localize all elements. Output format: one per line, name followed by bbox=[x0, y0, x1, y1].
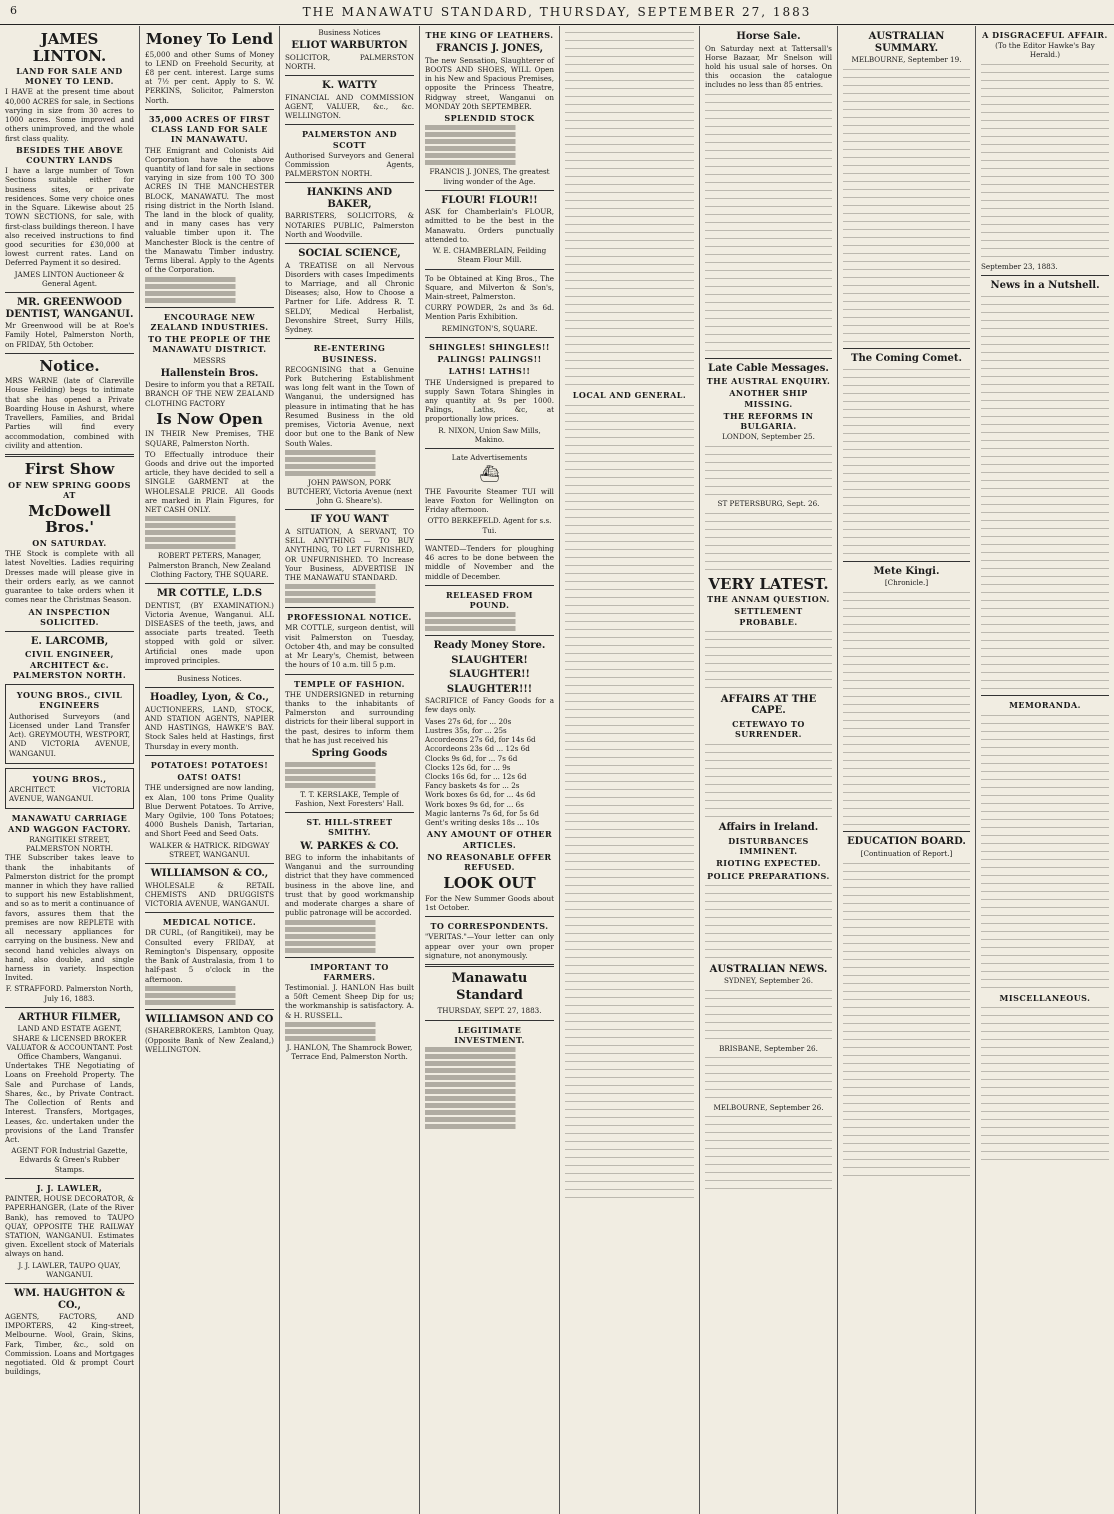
ad-heading: E. LARCOMB, bbox=[30, 635, 109, 647]
section-heading: LOCAL AND GENERAL. bbox=[572, 390, 687, 400]
ad-heading: SOCIAL SCIENCE, bbox=[298, 248, 401, 260]
divider bbox=[285, 75, 414, 76]
ad-heading: ARTHUR FILMER, bbox=[18, 1011, 121, 1023]
issue-date: THURSDAY, SEPT. 27, 1883. bbox=[437, 1006, 542, 1016]
section-heading: Late Cable Messages. bbox=[708, 362, 829, 374]
section-heading: TO CORRESPONDENTS. bbox=[430, 921, 549, 932]
article-heading: THE REFORMS IN BULGARIA. bbox=[723, 410, 814, 432]
ad-heading: YOUNG BROS., CIVIL ENGINEERS bbox=[16, 690, 123, 711]
article-heading: THE ANNAM QUESTION. bbox=[707, 594, 830, 605]
ad-signature: R. NIXON, Union Saw Mills, Makino. bbox=[438, 425, 541, 444]
column-8 bbox=[976, 26, 1114, 1514]
divider bbox=[425, 1020, 554, 1021]
ad-body: TO Effectually introduce their Goods and drive out the imported article, they have decided to sell a SINGLE GARMENT at the WHOLESALE PRICE. All Goods are marked in Plain Figures, for NET CASH ONLY. bbox=[145, 449, 274, 515]
divider bbox=[145, 912, 274, 913]
ad-signature: T. T. KERSLAKE, Temple of Fashion, Next Foresters' Hall. bbox=[295, 789, 404, 808]
ad-subheading: MESSRS bbox=[193, 355, 226, 365]
section-heading: AFFAIRS AT THE CAPE. bbox=[720, 693, 817, 717]
ad-body: CURRY POWDER, 2s and 3s 6d. Mention Paris Exhibition. bbox=[425, 303, 554, 322]
price-list bbox=[425, 717, 554, 828]
ad-heading: J. J. LAWLER, bbox=[36, 1182, 103, 1193]
section-heading: A DISGRACEFUL AFFAIR. bbox=[982, 30, 1108, 40]
divider bbox=[285, 607, 414, 608]
ad-body: ARCHITECT. VICTORIA AVENUE, WANGANUI. bbox=[9, 784, 130, 804]
ad-box bbox=[5, 768, 134, 810]
ad-heading: ENCOURAGE NEW ZEALAND INDUSTRIES. bbox=[150, 311, 269, 332]
dateline: ST PETERSBURG, Sept. 26. bbox=[717, 499, 820, 509]
newspaper-nameplate: Manawatu Standard bbox=[451, 971, 528, 1003]
ad-heading: MANAWATU CARRIAGE AND WAGGON FACTORY. bbox=[8, 813, 131, 834]
divider bbox=[5, 353, 134, 354]
ad-heading: LOOK OUT bbox=[443, 874, 536, 893]
ad-body: BARRISTERS, SOLICITORS, & NOTARIES PUBLIC, Palmerston North and Woodville. bbox=[285, 211, 414, 239]
ad-signature: OTTO BERKEFELD. Agent for s.s. Tui. bbox=[427, 516, 552, 535]
section-heading: MEMORANDA. bbox=[1009, 700, 1081, 711]
ad-heading: RELEASED FROM POUND. bbox=[446, 589, 533, 610]
price-item: Lustres 35s, for ... 25s bbox=[425, 725, 507, 735]
ad-body: RECOGNISING that a Genuine Pork Butchering Establishment was long felt want in the Town of Wanganui, the undersigned has pleasure in intimating that he has Resumed Business in the old premises, Victoria Avenue, next door but one to the Bank of New South Wales. bbox=[285, 364, 414, 448]
ad-body: FINANCIAL AND COMMISSION AGENT, VALUER, &c., &c. WELLINGTON. bbox=[285, 92, 414, 121]
column-1 bbox=[0, 26, 140, 1514]
article-heading: THE AUSTRAL ENQUIRY. bbox=[706, 376, 831, 387]
divider bbox=[285, 674, 414, 675]
ad-body: THE UNDERSIGNED in returning thanks to the inhabitants of Palmerston and surrounding districts for their liberal support in the past, desires to inform them that he has just received his bbox=[285, 689, 414, 745]
section-heading: EDUCATION BOARD. bbox=[847, 836, 966, 848]
divider bbox=[5, 292, 134, 293]
divider bbox=[705, 358, 832, 359]
divider bbox=[5, 1283, 134, 1284]
divider bbox=[843, 561, 970, 562]
ad-heading: YOUNG BROS., bbox=[32, 773, 107, 784]
ad-heading: SLAUGHTER!!! bbox=[446, 683, 533, 695]
ad-signature: JOHN PAWSON, PORK BUTCHERY, Victoria Avenue (next John G. Sheare's). bbox=[286, 477, 413, 506]
ad-heading: ELIOT WARBURTON bbox=[291, 40, 408, 52]
column-5 bbox=[560, 26, 700, 1514]
ad-heading: PALMERSTON AND SCOTT bbox=[301, 129, 398, 150]
ad-signature: FRANCIS J. JONES, The greatest living wonder of the Age. bbox=[429, 167, 550, 186]
ad-body: Testimonial. J. HANLON Has built a 50ft Cement Sheep Dip for us; the workmanship is satisfactory. A. & H. RUSSELL. bbox=[285, 983, 414, 1020]
ad-heading: ST. HILL-STREET SMITHY. bbox=[306, 817, 393, 838]
ad-body: WANTED—Tenders for ploughing 46 acres to be done between the middle of November and the middle of December. bbox=[425, 543, 554, 581]
ad-heading: THE KING OF LEATHERS. bbox=[425, 30, 554, 40]
ad-heading: ANY AMOUNT OF OTHER ARTICLES. bbox=[426, 829, 553, 850]
divider bbox=[285, 243, 414, 244]
masthead bbox=[0, 0, 1114, 25]
ad-heading: WILLIAMSON & CO., bbox=[150, 868, 269, 880]
article-body: On Saturday next at Tattersall's Horse Bazaar, Mr Snelson will hold his usual sale of horses. On this occasion the catalogue includes no less than 85 entries. bbox=[705, 43, 832, 90]
ad-heading: MR. GREENWOOD DENTIST, WANGANUI. bbox=[5, 297, 134, 320]
ad-subheading: LAND AND ESTATE AGENT, SHARE & LICENSED BROKER VALUATOR & ACCOUNTANT. Post Office Chambers, Wanganui. bbox=[6, 1024, 133, 1061]
source-note: (To the Editor Hawke's Bay Herald.) bbox=[995, 41, 1095, 60]
dateline: SYDNEY, September 26. bbox=[723, 976, 814, 986]
article-heading: DISTURBANCES IMMINENT. bbox=[728, 835, 809, 857]
ad-heading: POTATOES! POTATOES! bbox=[150, 759, 269, 770]
divider bbox=[981, 275, 1109, 276]
article-heading: SETTLEMENT PROBABLE. bbox=[734, 606, 803, 627]
ad-body: Authorised Surveyors (and Licensed under Land Transfer Act). GREYMOUTH, WESTPORT, AND VICTORIA AVENUE, WANGANUI. bbox=[9, 711, 130, 758]
ad-heading: MR COTTLE, L.D.S bbox=[156, 588, 263, 600]
ad-heading: FLOUR! FLOUR!! bbox=[441, 194, 538, 206]
column-2 bbox=[140, 26, 280, 1514]
ad-signature: J. J. LAWLER, TAUPO QUAY, WANGANUI. bbox=[18, 1260, 121, 1279]
divider bbox=[145, 687, 274, 688]
divider bbox=[425, 964, 554, 967]
ad-heading: OATS! OATS! bbox=[177, 772, 242, 783]
section-heading: MISCELLANEOUS. bbox=[999, 992, 1091, 1003]
ad-heading: RE-ENTERING BUSINESS. bbox=[313, 343, 386, 364]
section-heading: VERY LATEST. bbox=[708, 574, 829, 593]
section-heading: Business Notices bbox=[318, 28, 381, 37]
ad-body: THE Favourite Steamer TUI will leave Foxton for Wellington on Friday afternoon. bbox=[425, 486, 554, 515]
divider bbox=[425, 916, 554, 917]
ad-body: Desire to inform you that a RETAIL BRANCH OF THE NEW ZEALAND CLOTHING FACTORY bbox=[145, 380, 274, 408]
ad-subheading: CIVIL ENGINEER, ARCHITECT &c. PALMERSTON NORTH. bbox=[12, 649, 127, 680]
ad-body: THE Subscriber takes leave to thank the inhabitants of Palmerston district for the prompt manner in which they have rallied to support his new Establishment, and so as to merit a continuance of favors, assures them that the premises are now REPLETE with all necessary appliances for carrying on the business. New and second hand vehicles always on hand, also double, and single harness in variety. Inspection Invited. bbox=[5, 853, 134, 983]
ad-signature: F. STRAFFORD. Palmerston North, July 16, 1883. bbox=[5, 984, 134, 1003]
section-heading: Affairs in Ireland. bbox=[718, 822, 819, 834]
source-note: [Chronicle.] bbox=[884, 578, 929, 588]
ad-body: The new Sensation, Slaughterer of BOOTS AND SHOES, WILL Open in his New and Spacious Premises, opposite the Princess Theatre, Ridgway street, Wanganui on MONDAY 20th SEPTEMBER. bbox=[425, 55, 554, 111]
ad-heading: McDowell Bros.' bbox=[28, 501, 111, 537]
price-item: Clocks 16s 6d, for ... 12s 6d bbox=[425, 771, 527, 781]
steamer-icon: ⛴ bbox=[479, 464, 500, 484]
section-heading: Mete Kingi. bbox=[873, 565, 940, 577]
divider bbox=[425, 269, 554, 270]
ad-body: SOLICITOR, PALMERSTON NORTH. bbox=[285, 52, 414, 71]
ad-heading: NO REASONABLE OFFER REFUSED. bbox=[427, 851, 552, 872]
section-heading: AUSTRALIAN NEWS. bbox=[709, 963, 828, 975]
divider bbox=[425, 539, 554, 540]
section-heading: AUSTRALIAN SUMMARY. bbox=[868, 31, 945, 54]
newspaper-page bbox=[0, 26, 1114, 1514]
price-item: Gent's writing desks 18s ... 10s bbox=[425, 818, 540, 828]
divider bbox=[145, 755, 274, 756]
ad-body: THE Stock is complete with all latest Novelties. Ladies requiring Dresses made will please give in their orders early, as we cannot guarantee to take orders when it comes near the Christmas Season. bbox=[5, 549, 134, 605]
ad-body: PAINTER, HOUSE DECORATOR, & PAPERHANGER, (Late of the River Bank), has removed to TAUPO QUAY, OPPOSITE THE RAILWAY STATION, WANGANUI. Estimates given. Excellent stock of Materials always on hand. bbox=[5, 1194, 134, 1259]
ad-body: BEG to inform the inhabitants of Wanganui and the surrounding district that they have commenced business in the above line, and trust that by good workmanship and moderate charges a share of public patronage will be accorded. bbox=[285, 853, 414, 918]
ad-body: "VERITAS."—Your letter can only appear over your own proper signature, not anonymously. bbox=[425, 932, 554, 960]
column-7 bbox=[838, 26, 976, 1514]
ad-subheading: BESIDES THE ABOVE COUNTRY LANDS bbox=[15, 144, 124, 166]
article-heading: CETEWAYO TO SURRENDER. bbox=[732, 718, 805, 740]
ad-body: To be Obtained at King Bros., The Square, and Milverton & Son's, Main-street, Palmerston. bbox=[425, 273, 554, 301]
section-heading: News in a Nutshell. bbox=[990, 279, 1100, 291]
divider bbox=[145, 669, 274, 670]
ad-heading: Notice. bbox=[39, 356, 100, 375]
article-heading: RIOTING EXPECTED. bbox=[716, 858, 821, 869]
price-item: Vases 27s 6d, for ... 20s bbox=[425, 716, 512, 726]
ad-body: I have a large number of Town Sections suitable either for business sites, or private residences. Some very choice ones in the Square. Likewise about 25 TOWN SECTIONS, for sale, with first-class buildings thereon. I have also received instructions to find good securities for £30,000 at lowest current rates. Land on Deferred Payment it so desired. bbox=[5, 166, 134, 268]
letter-signature: September 23, 1883. bbox=[981, 261, 1058, 271]
divider bbox=[145, 307, 274, 308]
divider bbox=[5, 1007, 134, 1008]
ad-box bbox=[5, 684, 134, 764]
divider bbox=[843, 348, 970, 349]
ad-heading: SLAUGHTER!! bbox=[449, 669, 530, 681]
ad-signature: JAMES LINTON Auctioneer & General Agent. bbox=[14, 269, 125, 288]
ad-signature: REMINGTON'S, SQUARE. bbox=[441, 323, 538, 333]
section-heading: Horse Sale. bbox=[736, 31, 801, 42]
ad-heading: W. PARKES & CO. bbox=[300, 840, 399, 852]
price-item: Clocks 9s 6d, for ... 7s 6d bbox=[425, 753, 518, 763]
ad-heading: Ready Money Store. bbox=[433, 640, 546, 652]
ad-heading: K. WATTY bbox=[321, 80, 378, 92]
ad-heading: IMPORTANT TO FARMERS. bbox=[310, 961, 389, 982]
ad-body: MRS WARNE (late of Clareville House Feilding) begs to intimate that she has opened a Private Boarding House in Ashurst, where Travellers, Families, and Bridal Parties will find every accommodation, combined with civility and attention. bbox=[5, 376, 134, 450]
ad-signature: ROBERT PETERS, Manager, Palmerston Branch, New Zealand Clothing Factory, THE SQUARE. bbox=[148, 551, 271, 579]
ad-body: £5,000 and other Sums of Money to LEND on Freehold Security, at £8 per cent. interest. Large sums at 7½ per cent. Apply to S. W. PERKINS, Solicitor, Palmerston North. bbox=[145, 49, 274, 105]
ad-heading: Hoadley, Lyon, & Co., bbox=[150, 692, 269, 704]
ad-subheading: AN INSPECTION SOLICITED. bbox=[28, 606, 111, 627]
ad-subheading: RANGITIKEI STREET, PALMERSTON NORTH. bbox=[25, 834, 114, 854]
ad-signature: WALKER & HATRICK. RIDGWAY STREET, WANGANUI. bbox=[149, 840, 270, 859]
divider bbox=[425, 190, 554, 191]
divider bbox=[145, 863, 274, 864]
divider bbox=[425, 448, 554, 449]
ad-body: Undertakes THE Negotiating of Loans on Freehold Property. The Sale and Purchase of Lands, Shares, &c., by Private Contract. The Collection of Rents and Interest. Transfers, Mortgages, Leases, &c. undertaken under the provisions of the Land Transfer Act. bbox=[5, 1061, 134, 1144]
ad-body: THE Emigrant and Colonists Aid Corporation have the above quantity of land for sale in sections varying in size from 100 TO 300 ACRES IN THE MANCHESTER BLOCK, MANAWATU. The most rising district in the North Island. The land in the block of quality, and in many cases has very valuable timber upon it. The Manchester Block is the centre of the Manawatu Timber industry. Terms liberal. Apply to the Agents of the Corporation. bbox=[145, 145, 274, 275]
ad-body: WHOLESALE & RETAIL CHEMISTS AND DRUGGISTS VICTORIA AVENUE, WANGANUI. bbox=[145, 880, 274, 909]
ad-heading: FRANCIS J. JONES, bbox=[435, 43, 544, 55]
section-heading: The Coming Comet. bbox=[851, 353, 962, 365]
ad-heading: TEMPLE OF FASHION. bbox=[294, 678, 405, 689]
ad-heading: Money To Lend bbox=[145, 30, 274, 48]
divider bbox=[285, 338, 414, 339]
price-item: Magic lanterns 7s 6d, for 5s 6d bbox=[425, 808, 539, 818]
ad-heading: SLAUGHTER! bbox=[451, 654, 528, 666]
price-item: Work boxes 6s 6d, for ... 4s 6d bbox=[425, 790, 536, 800]
source-note: [Continuation of Report.] bbox=[860, 848, 953, 858]
column-6 bbox=[700, 26, 838, 1514]
ad-heading: WM. HAUGHTON & CO., bbox=[14, 1288, 125, 1311]
ad-heading: MEDICAL NOTICE. bbox=[162, 917, 257, 928]
ad-body: IN THEIR New Premises, THE SQUARE, Palmerston North. bbox=[145, 429, 274, 448]
ad-body: SACRIFICE of Fancy Goods for a few days only. bbox=[425, 696, 554, 715]
article-heading: POLICE PREPARATIONS. bbox=[707, 870, 830, 881]
ad-heading: LATHS! LATHS!! bbox=[448, 366, 531, 377]
article-heading: ANOTHER SHIP MISSING. bbox=[729, 388, 808, 409]
divider bbox=[145, 109, 274, 110]
price-item: Accordeons 27s 6d, for 14s 6d bbox=[425, 735, 536, 745]
section-heading: Late Advertisements bbox=[451, 453, 528, 463]
price-item: Fancy baskets 4s for ... 2s bbox=[425, 781, 520, 791]
ad-subheading: SPLENDID STOCK bbox=[444, 113, 535, 124]
ad-heading: SHINGLES! SHINGLES!! bbox=[429, 341, 550, 352]
ad-heading: WILLIAMSON AND CO bbox=[145, 1013, 274, 1025]
ad-body: A TREATISE on all Nervous Disorders with cases Impediments to Marriage, and all Chronic Diseases; also, How to Choose a Partner for Life. Address R. T. SELDY, Medical Herbalist, Devonshire Street, Surry Hills, Sydney. bbox=[285, 260, 414, 335]
ad-heading: PROFESSIONAL NOTICE. bbox=[287, 612, 412, 623]
ad-body: DR CURL, (of Rangitikei), may be Consulted every FRIDAY, at Remington's Dispensary, opposite the Bank of Australasia, from 1 to half-past 5 o'clock in the afternoon. bbox=[145, 928, 274, 984]
ad-body: THE undersigned are now landing, ex Alan, 100 tons Prime Quality Blue Derwent Potatoes. To Arrive, Mary Ogilvie, 100 Tons Potatoes; 4000 Bushels Danish, Tartarian, and Short Feed and Seed Oats. bbox=[145, 783, 274, 839]
ad-signature: J. HANLON, The Shamrock Bower, Terrace End, Palmerston North. bbox=[286, 1042, 413, 1062]
divider bbox=[145, 583, 274, 584]
divider bbox=[843, 831, 970, 832]
ad-heading: PALINGS! PALINGS!! bbox=[437, 354, 542, 365]
ad-body: ASK for Chamberlain's FLOUR, admitted to be the best in the Manawatu. Orders punctually attended to. bbox=[425, 207, 554, 244]
ad-subheading: ON SATURDAY. bbox=[32, 537, 107, 548]
newspaper-title: THE MANAWATU STANDARD, THURSDAY, SEPTEMBER 27, 1883 bbox=[302, 5, 812, 19]
column-3 bbox=[280, 26, 420, 1514]
ad-subheading: TO THE PEOPLE OF THE MANAWATU DISTRICT. bbox=[148, 334, 271, 355]
ad-subheading: AGENT FOR Industrial Gazette, Edwards & Green's Rubber Stamps. bbox=[11, 1146, 128, 1174]
ad-signature: W. E. CHAMBERLAIN, Feilding Steam Flour Mill. bbox=[432, 246, 547, 265]
ad-body: MR COTTLE, surgeon dentist, will visit Palmerston on Tuesday, October 4th, and may be consulted at Mr Leary's, Chemist, between the hours of 10 a.m. till 5 p.m. bbox=[285, 623, 414, 670]
page-number: 6 bbox=[10, 4, 17, 17]
divider bbox=[425, 585, 554, 586]
ad-body: AUCTIONEERS, LAND, STOCK, AND STATION AGENTS, NAPIER AND HASTINGS, HAWKE'S BAY. Stock Sales held at Hastings, first Thursday in every month. bbox=[145, 704, 274, 751]
ad-heading: Is Now Open bbox=[156, 409, 263, 428]
divider bbox=[285, 182, 414, 183]
divider bbox=[5, 454, 134, 457]
ad-body: THE Undersigned is prepared to supply Sawn Totara Shingles in any quantity at 9s per 1000. Palings, Laths, &c, at proportionally low prices. bbox=[425, 377, 554, 424]
ad-body: DENTIST, (BY EXAMINATION.) Victoria Avenue, Wanganui. ALL DISEASES of the teeth, jaws, and associate parts treated. Teeth stopped with gold or silver. Artificial ones made upon improved principles. bbox=[145, 600, 274, 665]
section-heading: Business Notices. bbox=[177, 674, 242, 684]
divider bbox=[285, 509, 414, 510]
dateline: MELBOURNE, September 26. bbox=[713, 1102, 824, 1112]
price-item: Accordeons 23s 6d ... 12s 6d bbox=[425, 744, 530, 754]
ad-heading: Hallenstein Bros. bbox=[160, 367, 259, 379]
divider bbox=[5, 1178, 134, 1179]
ad-body: Authorised Surveyors and General Commission Agents, PALMERSTON NORTH. bbox=[285, 150, 414, 179]
ad-heading: 35,000 ACRES OF FIRST CLASS LAND FOR SALE IN MANAWATU. bbox=[148, 113, 271, 145]
ad-body: A SITUATION, A SERVANT, TO SELL ANYTHING — TO BUY ANYTHING, TO LET FURNISHED, OR UNFURNISHED. TO Increase Your Business, ADVERTISE IN THE MANAWATU STANDARD. bbox=[285, 526, 414, 583]
price-item: Work boxes 9s 6d, for ... 6s bbox=[425, 799, 524, 809]
ad-heading: Spring Goods bbox=[311, 748, 388, 760]
ad-body: I HAVE at the present time about 40,000 ACRES for sale, in Sections varying in size from 30 acres to 1000 acres. Some improved and others unimproved, and the whole first class quality. bbox=[5, 87, 134, 143]
ad-body: Mr Greenwood will be at Roe's Family Hotel, Palmerston North, on FRIDAY, 5th October. bbox=[5, 321, 134, 349]
price-item: Clocks 12s 6d, for ... 9s bbox=[425, 762, 511, 772]
divider bbox=[285, 124, 414, 125]
dateline: LONDON, September 25. bbox=[722, 432, 815, 442]
ad-james-linton-heading: JAMES LINTON. bbox=[32, 30, 107, 65]
ad-heading: IF YOU WANT bbox=[310, 514, 389, 526]
divider bbox=[425, 337, 554, 338]
divider bbox=[981, 695, 1109, 696]
ad-heading: HANKINS AND BAKER, bbox=[306, 187, 393, 210]
ad-subheading: OF NEW SPRING GOODS AT bbox=[8, 479, 131, 500]
divider bbox=[285, 812, 414, 813]
ad-subheading: LAND FOR SALE AND MONEY TO LEND. bbox=[16, 66, 123, 87]
divider bbox=[5, 631, 134, 632]
divider bbox=[425, 635, 554, 636]
article-heading: LEGITIMATE INVESTMENT. bbox=[454, 1024, 525, 1045]
divider bbox=[145, 1009, 274, 1010]
ad-body: AGENTS, FACTORS, AND IMPORTERS, 42 King-street, Melbourne. Wool, Grain, Skins, Fark, Timber, &c., sold on Commission. Loans and Mortgages negotiated. Old & prompt Court buildings, bbox=[5, 1312, 134, 1377]
ad-heading: First Show bbox=[24, 460, 115, 478]
dateline: MELBOURNE, September 19. bbox=[851, 55, 962, 64]
ad-body: For the New Summer Goods about 1st October. bbox=[425, 893, 554, 912]
ad-body: (SHAREBROKERS, Lambton Quay, (Opposite Bank of New Zealand,) WELLINGTON. bbox=[145, 1026, 274, 1054]
dateline: BRISBANE, September 26. bbox=[719, 1043, 818, 1053]
column-4 bbox=[420, 26, 560, 1514]
divider bbox=[285, 957, 414, 958]
